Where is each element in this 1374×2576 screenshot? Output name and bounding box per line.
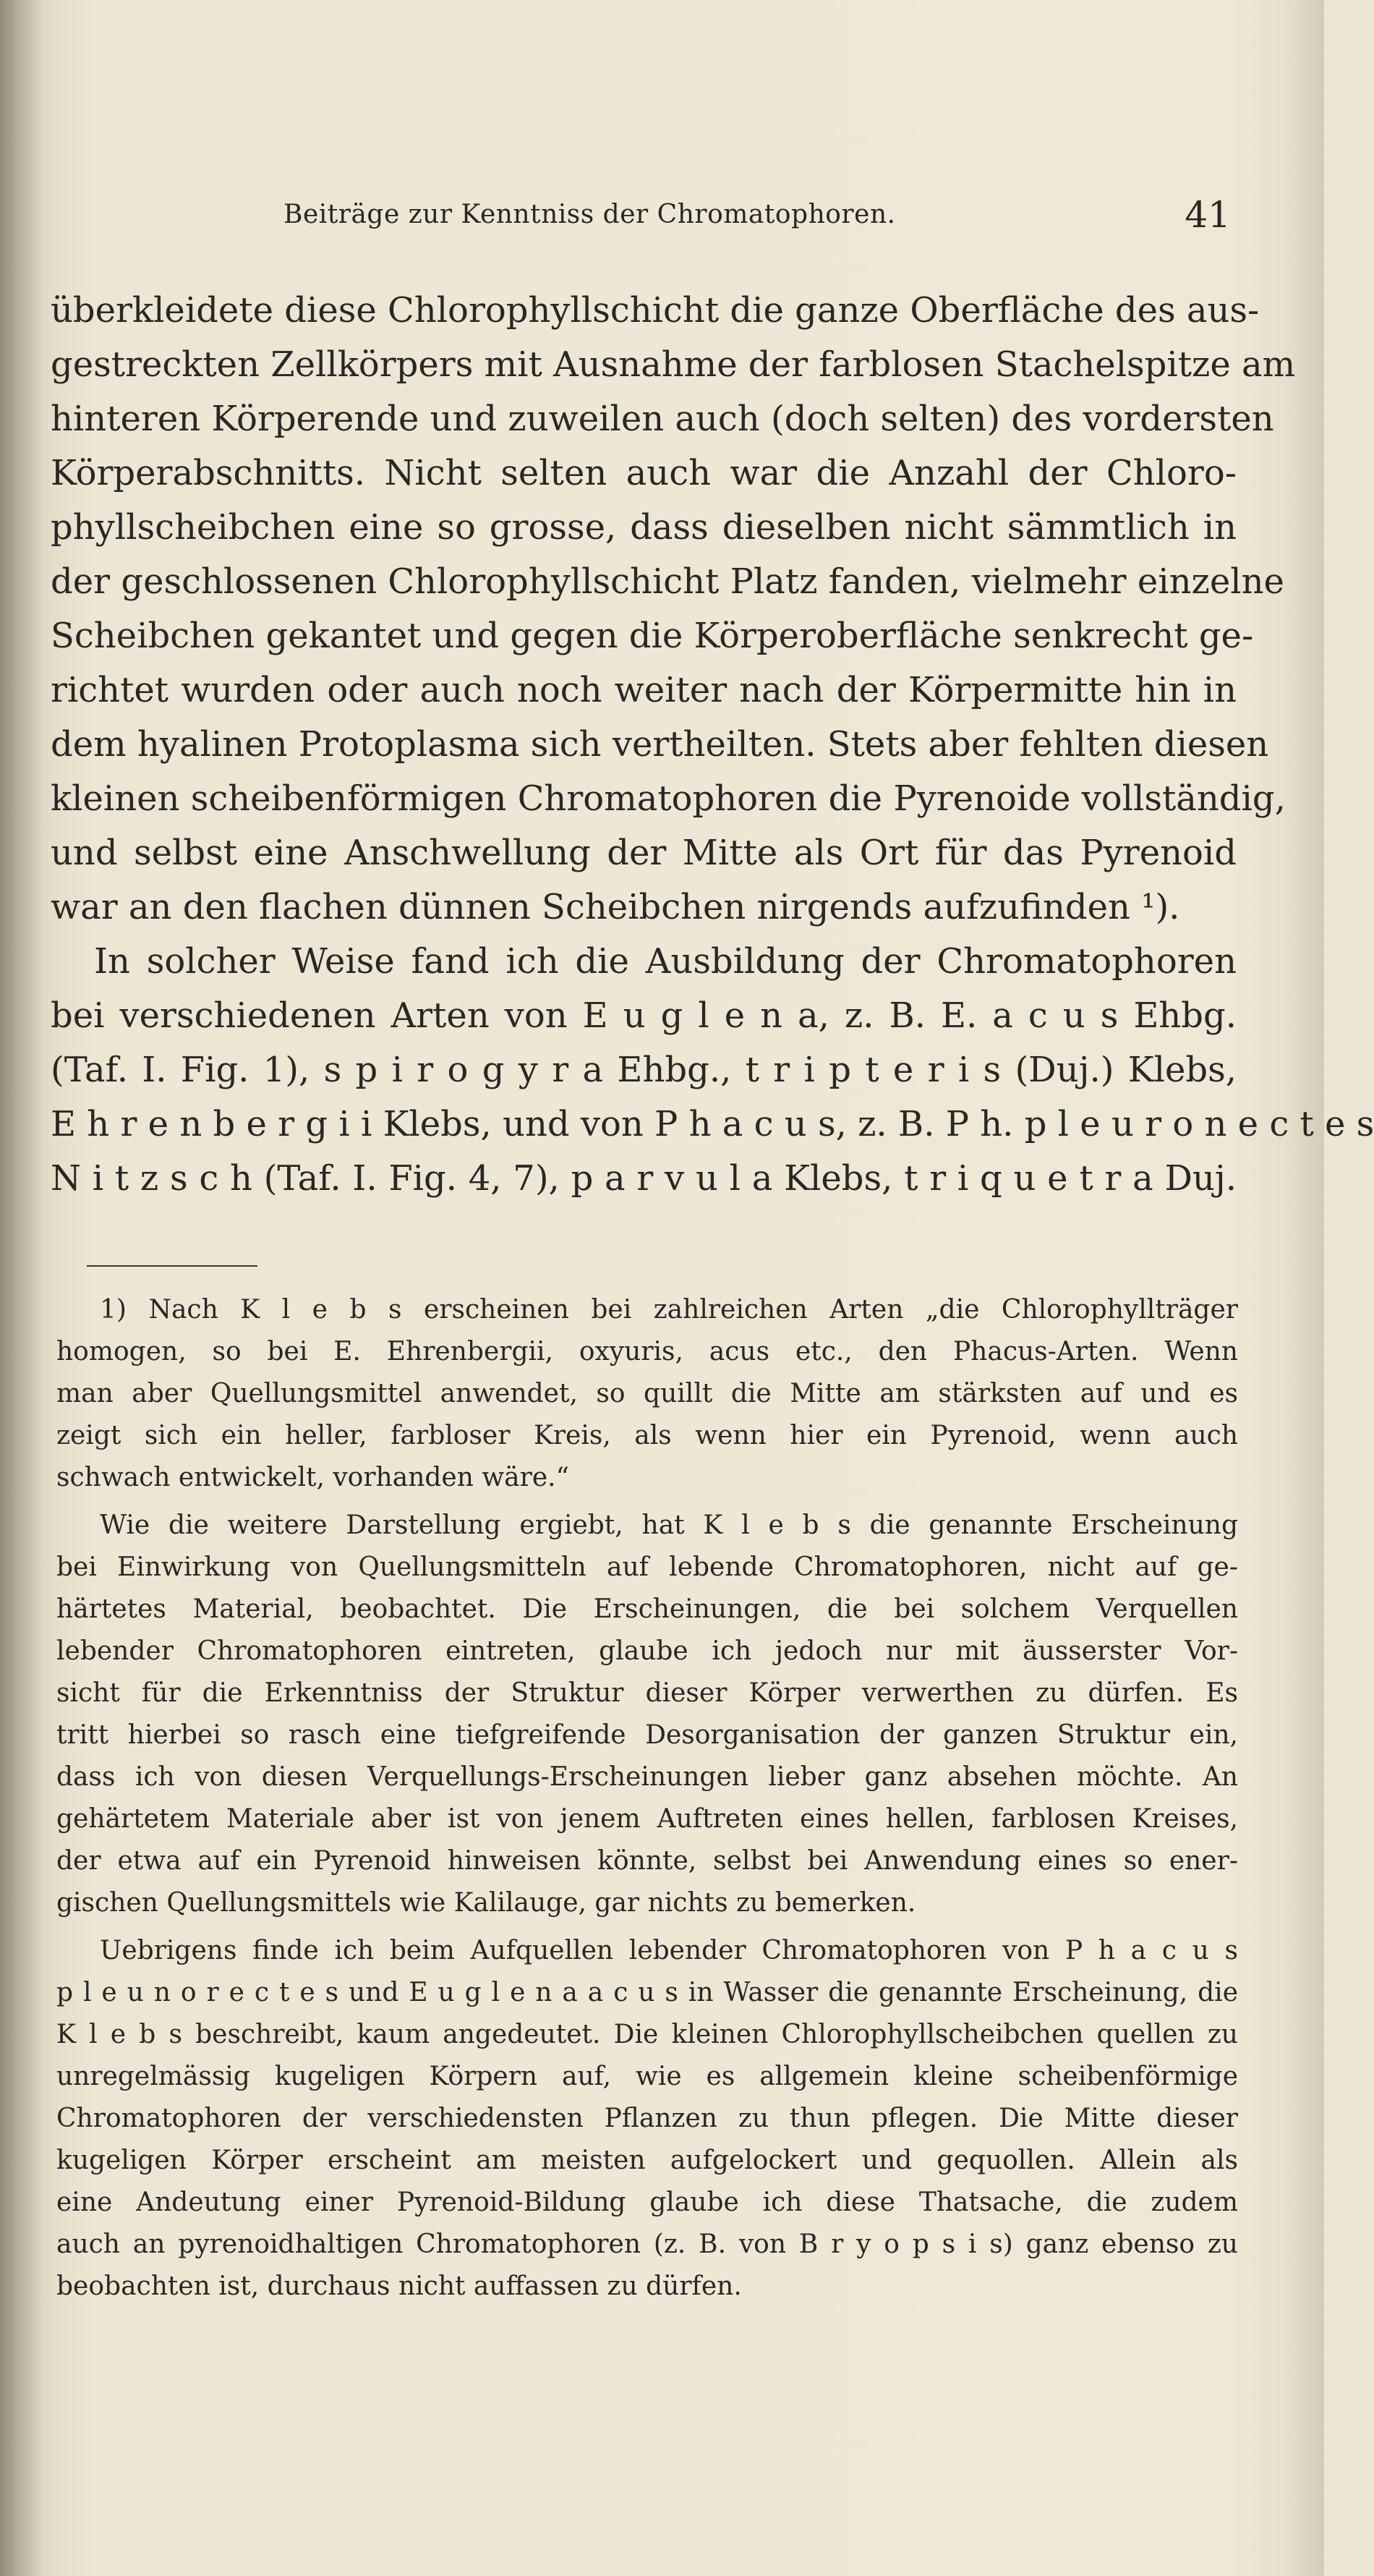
text-line: dem hyalinen Protoplasma sich vertheilten. Stets aber fehlten diesen: [51, 724, 1269, 765]
text-line: richtet wurden oder auch noch weiter nach der Körpermitte hin in: [51, 670, 1237, 710]
footnote-line: beobachten ist, durchaus nicht auffassen zu dürfen.: [56, 2271, 742, 2301]
text-line: bei verschiedenen Arten von E u g l e n a, z. B. E. a c u s Ehbg.: [51, 995, 1237, 1036]
footnote-line: gehärtetem Materiale aber ist von jenem Auftreten eines hellen, farblosen Kreises,: [56, 1804, 1238, 1834]
footnote-line: unregelmässig kugeligen Körpern auf, wie es allgemein kleine scheibenförmige: [56, 2062, 1238, 2091]
text-line: kleinen scheibenförmigen Chromatophoren die Pyrenoide vollständig,: [51, 778, 1286, 819]
page-number: 41: [1185, 194, 1231, 236]
text-line: und selbst eine Anschwellung der Mitte als Ort für das Pyrenoid: [51, 833, 1237, 873]
text-line: (Taf. I. Fig. 1), s p i r o g y r a Ehbg., t r i p t e r i s (Duj.) Klebs,: [51, 1050, 1237, 1090]
text-line: gestreckten Zellkörpers mit Ausnahme der farblosen Stachelspitze am: [51, 344, 1296, 385]
text-line: der geschlossenen Chlorophyllschicht Platz fanden, vielmehr einzelne: [51, 561, 1284, 602]
footnote-line: schwach entwickelt, vorhanden wäre.“: [56, 1463, 569, 1492]
footnote-line: auch an pyrenoidhaltigen Chromatophoren (z. B. von B r y o p s i s) ganz ebenso zu: [56, 2229, 1238, 2259]
footnote-line: kugeligen Körper erscheint am meisten aufgelockert und gequollen. Allein als: [56, 2146, 1238, 2175]
footnote-line: lebender Chromatophoren eintreten, glaube ich jedoch nur mit äusserster Vor-: [56, 1636, 1238, 1666]
text-line: überkleidete diese Chlorophyllschicht die ganze Oberfläche des aus-: [51, 290, 1260, 331]
footnote-line: Chromatophoren der verschiedensten Pflanzen zu thun pflegen. Die Mitte dieser: [56, 2104, 1238, 2133]
footnote-rule: [87, 1265, 257, 1267]
text-line: Körperabschnitts. Nicht selten auch war die Anzahl der Chloro-: [51, 453, 1237, 493]
main-text: [51, 284, 1374, 1206]
footnote-line: bei Einwirkung von Quellungsmitteln auf lebende Chromatophoren, nicht auf ge-: [56, 1552, 1238, 1582]
footnote-line: härtetes Material, beobachtet. Die Erscheinungen, die bei solchem Verquellen: [56, 1594, 1238, 1624]
text-line: war an den flachen dünnen Scheibchen nirgends aufzufinden ¹).: [51, 887, 1180, 927]
text-line: In solcher Weise fand ich die Ausbildung der Chromatophoren: [94, 941, 1237, 982]
footnote-line: p l e u n o r e c t e s und E u g l e n a a c u s in Wasser die genannte Erscheinung, die: [56, 1978, 1238, 2007]
footnote-line: 1) Nach K l e b s erscheinen bei zahlreichen Arten „die Chlorophyllträger: [100, 1295, 1238, 1325]
footnote-line: der etwa auf ein Pyrenoid hinweisen könnte, selbst bei Anwendung eines so ener-: [56, 1846, 1238, 1876]
text-line: phyllscheibchen eine so grosse, dass dieselben nicht sämmtlich in: [51, 507, 1237, 548]
footnote-line: sicht für die Erkenntniss der Struktur dieser Körper verwerthen zu dürfen. Es: [56, 1678, 1238, 1708]
footnote-line: tritt hierbei so rasch eine tiefgreifende Desorganisation der ganzen Struktur ein,: [56, 1720, 1238, 1750]
footnotes: [56, 1289, 1238, 2308]
text-line: hinteren Körperende und zuweilen auch (doch selten) des vordersten: [51, 399, 1274, 439]
running-head: [283, 194, 1231, 237]
text-line: Scheibchen gekantet und gegen die Körperoberfläche senkrecht ge-: [51, 616, 1254, 656]
footnote-line: Wie die weitere Darstellung ergiebt, hat K l e b s die genannte Erscheinung: [100, 1510, 1238, 1540]
gutter-shadow: [0, 0, 43, 2576]
footnote-line: dass ich von diesen Verquellungs-Erscheinungen lieber ganz absehen möchte. An: [56, 1762, 1238, 1792]
text-line: N i t z s c h (Taf. I. Fig. 4, 7), p a r v u l a Klebs, t r i q u e t r a Duj.: [51, 1158, 1237, 1199]
footnote-line: eine Andeutung einer Pyrenoid-Bildung glaube ich diese Thatsache, die zudem: [56, 2188, 1238, 2217]
footnote-line: Uebrigens finde ich beim Aufquellen lebender Chromatophoren von P h a c u s: [100, 1936, 1238, 1965]
text-line: E h r e n b e r g i i Klebs, und von P h a c u s, z. B. P h. p l e u r o n e c t e s: [51, 1104, 1374, 1144]
footnote-line: K l e b s beschreibt, kaum angedeutet. Die kleinen Chlorophyllscheibchen quellen zu: [56, 2020, 1238, 2049]
running-title: Beiträge zur Kenntniss der Chromatophoren.: [283, 200, 896, 229]
footnote-line: zeigt sich ein heller, farbloser Kreis, als wenn hier ein Pyrenoid, wenn auch: [56, 1421, 1238, 1450]
footnote-line: man aber Quellungsmittel anwendet, so quillt die Mitte am stärksten auf und es: [56, 1379, 1238, 1408]
footnote-line: gischen Quellungsmittels wie Kalilauge, gar nichts zu bemerken.: [56, 1888, 916, 1918]
footnote-line: homogen, so bei E. Ehrenbergii, oxyuris, acus etc., den Phacus-Arten. Wenn: [56, 1337, 1238, 1366]
